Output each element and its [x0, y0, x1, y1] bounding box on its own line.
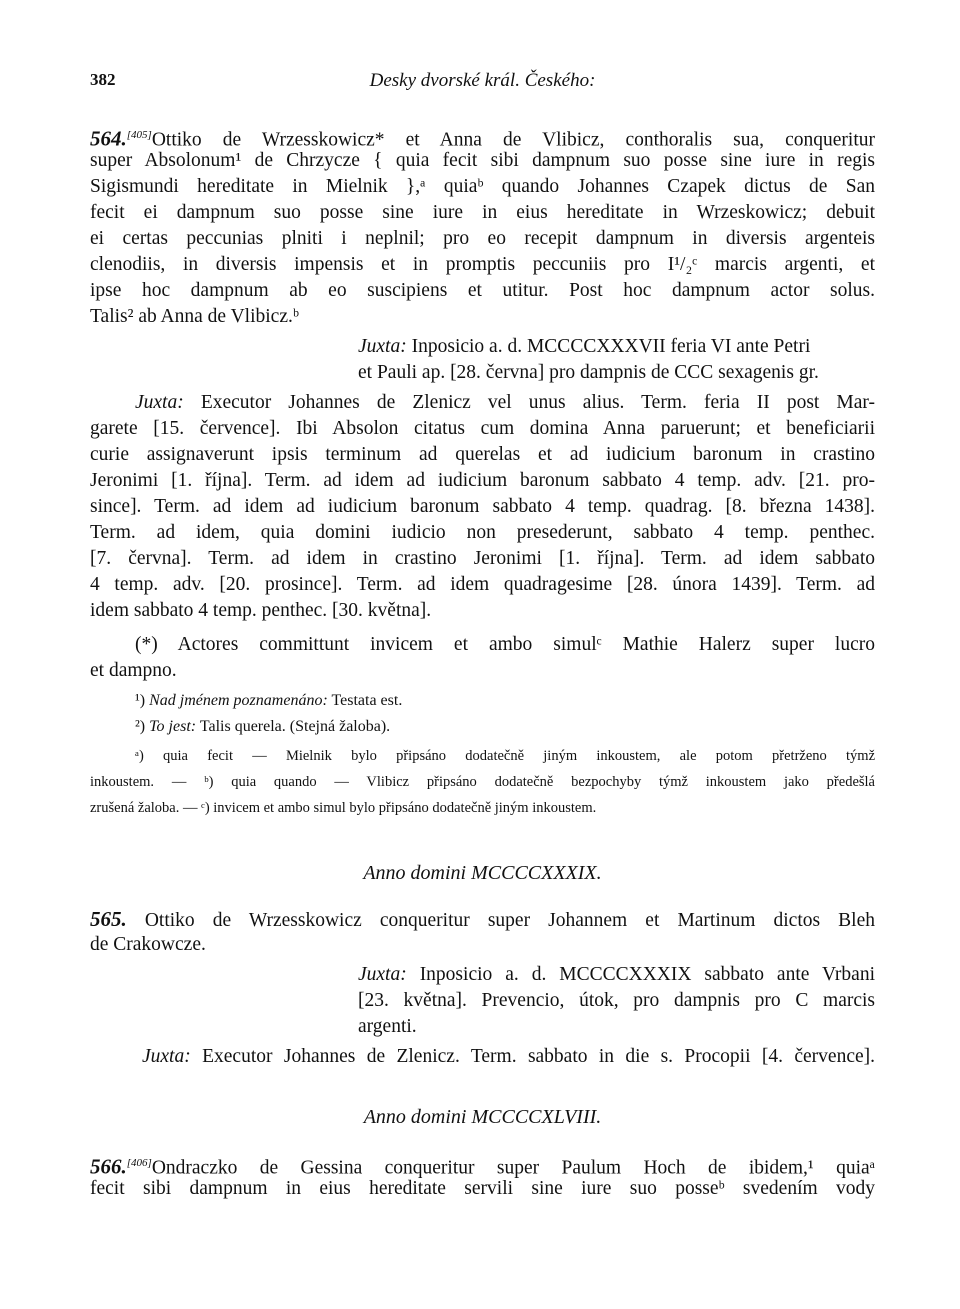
juxta2-line-4: Jeronimi [1. října]. Term. ad idem ad iudicium baronum sabbato 4 temp. adv. [21. pro- [90, 470, 875, 491]
juxta-label: Juxta: [142, 1046, 191, 1067]
juxta2-line-1 [135, 390, 875, 416]
footnote-2 [135, 714, 920, 739]
page-ref: [405] [126, 129, 152, 141]
juxta2-line-7: [7. června]. Term. ad idem in crastino Jeronimi [1. října]. Term. ad idem sabbato [90, 548, 875, 569]
juxta-line-2: et Pauli ap. [28. června] pro dampnis de CCC sexagenis gr. [358, 362, 819, 383]
juxta-label: Juxta: [358, 336, 407, 357]
entry-564-line-8: Talis² ab Anna de Vlibicz.ᵇ [90, 306, 299, 327]
footnote-1 [135, 688, 920, 713]
year-heading-1448: Anno domini MCCCCXLVIII. [363, 1106, 602, 1128]
entry-565-juxta2 [142, 1044, 875, 1070]
entry-566-line-2: fecit sibi dampnum in eius hereditate servili sine iure suo posseᵇ svedením vody [90, 1178, 875, 1199]
entry-number: 566. [90, 1154, 127, 1179]
entry-564-line-3: Sigismundi hereditate in Mielnik },ᵃ quiaᵇ quando Johannes Czapek dictus de San [90, 176, 875, 197]
footnote-a-line-2: inkoustem. — ᵇ) quia quando — Vlibicz připsáno dodatečně bezpochyby týmž inkoustem jako předešlá [90, 774, 875, 790]
text: Executor Johannes de Zlenicz vel unus alius. Term. feria II post Mar- [183, 392, 875, 413]
entry-564-line-4: fecit ei dampnum suo posse sine iure in eius hereditate in Wrzeskowicz; debuit [90, 202, 875, 223]
juxta2-line-6: Term. ad idem, quia domini iudicio non presederunt, sabbato 4 temp. penthec. [90, 522, 875, 543]
footnote-mark: ¹) [135, 692, 146, 709]
entry-564-line-5: ei certas peccunias plniti i neplnil; pro eo recepit dampnum in diversis argenteis [90, 228, 875, 249]
text: Nad jménem poznamenáno: [145, 692, 328, 709]
running-title: Desky dvorské král. Českého: [369, 70, 596, 91]
juxta-label: Juxta: [135, 392, 184, 413]
entry-564-line-7: ipse hoc dampnum ab eo suscipiens et utitur. Post hoc dampnum actor solus. [90, 280, 875, 301]
page-number: 382 [90, 70, 116, 89]
footnote-a-line-1: ᵃ) quia fecit — Mielnik bylo připsáno dodatečně jiným inkoustem, ale potom přetrženo týmž [135, 748, 875, 764]
text: Talis querela. (Stejná žaloba). [196, 718, 391, 735]
footnote-mark: ²) [135, 718, 146, 735]
entry-564-line-6: clenodiis, in diversis impensis et in promptis peccuniis pro I¹/₂ᶜ marcis argenti, et [90, 254, 875, 275]
juxta2-line-9: idem sabbato 4 temp. penthec. [30. května]. [90, 600, 432, 621]
text: Ottiko de Wrzesskowicz* et Anna de Vlibicz, conthoralis sua, conqueritur [151, 129, 875, 151]
text: To jest: [145, 718, 197, 735]
juxta-line-1 [358, 334, 875, 360]
juxta2-line-5: since]. Term. ad idem ad iudicium baronum sabbato 4 temp. quadrag. [8. března 1438]. [90, 496, 875, 517]
footnote-a-line-3: zrušená žaloba. — ᶜ) invicem et ambo simul bylo připsáno dodatečně jiným inkoustem. [90, 800, 597, 816]
note-line-1: (*) Actores committunt invicem et ambo simulᶜ Mathie Halerz super lucro [135, 634, 875, 655]
entry-565-line-2: de Crakowcze. [90, 934, 206, 955]
text: Inposicio a. d. MCCCCXXXVII feria VI ante Petri [406, 336, 811, 357]
text: Ondraczko de Gessina conqueritur super Paulum Hoch de ibidem,¹ quiaᵃ [151, 1157, 875, 1179]
entry-number: 564. [90, 126, 127, 151]
year-heading-1439: Anno domini MCCCCXXXIX. [363, 862, 602, 884]
entry-565-line-1 [90, 906, 875, 934]
entry-565-juxta-1 [358, 962, 875, 988]
text: Inposicio a. d. MCCCCXXXIX sabbato ante Vrbani [406, 964, 875, 985]
entry-565-juxta-3: argenti. [358, 1016, 417, 1037]
entry-565-juxta-2: [23. května]. Prevencio, útok, pro dampnis pro C marcis [358, 990, 875, 1011]
text: Executor Johannes de Zlenicz. Term. sabbato in die s. Procopii [4. července]. [190, 1046, 875, 1067]
juxta-label: Juxta: [358, 964, 407, 985]
juxta2-line-8: 4 temp. adv. [20. prosince]. Term. ad idem quadragesime [28. února 1439]. Term. ad [90, 574, 875, 595]
text: Ottiko de Wrzesskowicz conqueritur super Johannem et Martinum dictos Bleh [126, 910, 875, 931]
text: Testata est. [327, 692, 403, 709]
entry-number: 565. [90, 907, 127, 931]
juxta2-line-2: garete [15. července]. Ibi Absolon citatus cum domina Anna paruerunt; et beneficiarii [90, 418, 875, 439]
note-line-2: et dampno. [90, 660, 177, 681]
page-ref: [406] [126, 1157, 152, 1169]
juxta2-line-3: curie assignaverunt ipsis terminum ad querelas et ad iudicium baronum in crastino [90, 444, 875, 465]
entry-564-line-2: super Absolonum¹ de Chrzycze { quia fecit sibi dampnum suo posse sine iure in regis [90, 150, 875, 171]
